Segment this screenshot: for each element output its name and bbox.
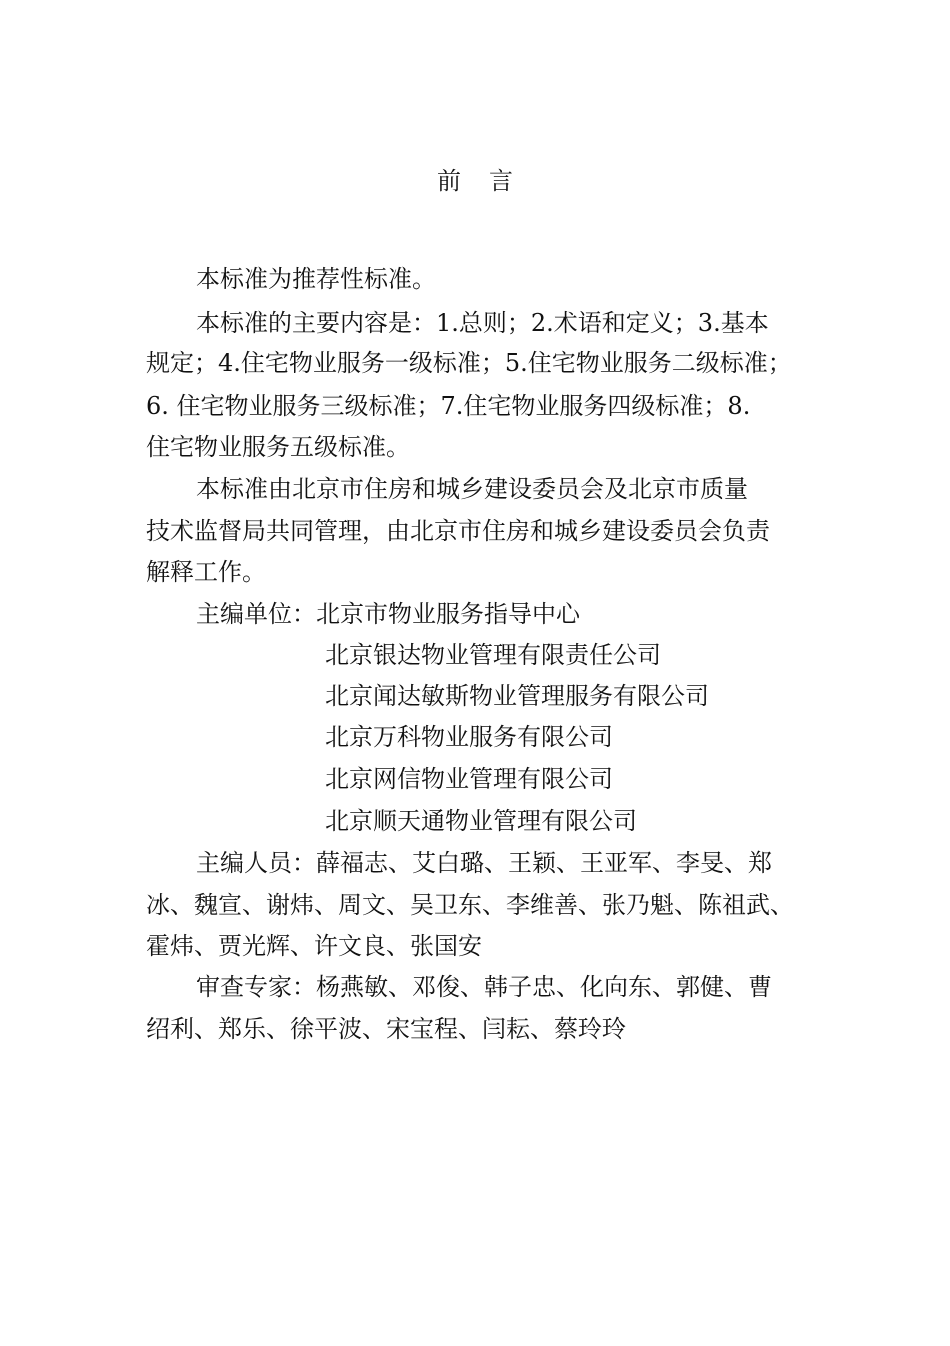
- text-line: 技术监督局共同管理，由北京市住房和城乡建设委员会负责: [146, 517, 770, 545]
- text-line: 规定；4.住宅物业服务一级标准；5.住宅物业服务二级标准；: [146, 349, 792, 377]
- editor-unit-label-line: 主编单位：北京市物业服务指导中心: [196, 600, 580, 628]
- reviewer-line: 绍利、郑乐、徐平波、宋宝程、闫耘、蔡玲玲: [146, 1015, 626, 1043]
- text-line: 解释工作。: [146, 558, 266, 586]
- text-line: 本标准由北京市住房和城乡建设委员会及北京市质量: [196, 475, 748, 503]
- editor-staff-line: 冰、魏宣、谢炜、周文、吴卫东、李维善、张乃魁、陈祖武、: [146, 891, 794, 919]
- text-line: 本标准的主要内容是：1.总则；2.术语和定义；3.基本: [196, 309, 769, 337]
- page-title: 前言: [437, 167, 541, 195]
- text-line: 本标准为推荐性标准。: [196, 265, 436, 293]
- editor-unit-line: 北京网信物业管理有限公司: [325, 765, 613, 793]
- editor-unit-line: 北京顺天通物业管理有限公司: [325, 807, 637, 835]
- editor-unit-line: 北京银达物业管理有限责任公司: [325, 641, 661, 669]
- reviewer-line: 审查专家：杨燕敏、邓俊、韩子忠、化向东、郭健、曹: [196, 973, 772, 1001]
- editor-unit-line: 北京闻达敏斯物业管理服务有限公司: [325, 682, 709, 710]
- text-line: 6. 住宅物业服务三级标准；7.住宅物业服务四级标准；8.: [146, 392, 751, 420]
- editor-unit-line: 北京万科物业服务有限公司: [325, 723, 613, 751]
- editor-staff-line: 霍炜、贾光辉、许文良、张国安: [146, 932, 482, 960]
- editor-staff-line: 主编人员：薛福志、艾白璐、王颖、王亚军、李旻、郑: [196, 849, 772, 877]
- text-line: 住宅物业服务五级标准。: [146, 433, 410, 461]
